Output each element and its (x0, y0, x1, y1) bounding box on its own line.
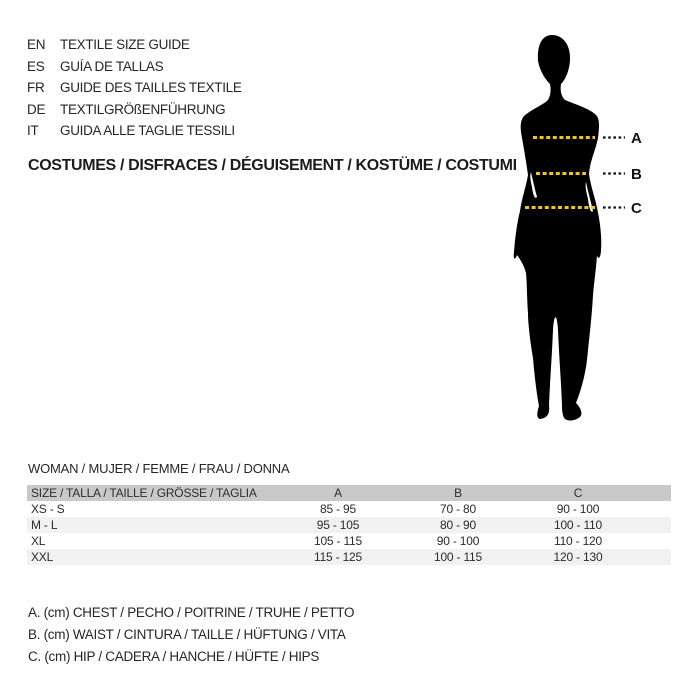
table-row (27, 533, 671, 549)
language-code: EN (27, 37, 46, 52)
category-title: COSTUMES / DISFRACES / DÉGUISEMENT / KOSTÜME / COSTUMI (28, 157, 517, 174)
language-row-de (27, 99, 242, 121)
marker-label-a: A (631, 130, 642, 147)
table-header-row (27, 485, 671, 501)
row-c: 100 - 110 (553, 518, 603, 532)
header-col-b: B (454, 486, 462, 500)
row-filler (638, 517, 671, 533)
row-filler (638, 533, 671, 549)
row-filler (638, 549, 671, 565)
legend-waist: B. (cm) WAIST / CINTURA / TAILLE / HÜFTUNG / VITA (28, 627, 346, 642)
table-row (27, 501, 671, 517)
language-row-it (27, 120, 242, 142)
row-c: 90 - 100 (556, 502, 600, 516)
language-row-es (27, 56, 242, 78)
language-code: DE (27, 101, 46, 117)
row-filler (638, 501, 671, 517)
row-b: 100 - 115 (433, 550, 483, 564)
woman-silhouette (514, 35, 602, 421)
row-a: 115 - 125 (313, 550, 363, 564)
row-b: 80 - 90 (440, 518, 476, 532)
language-row-fr (27, 77, 242, 99)
row-a: 95 - 105 (316, 518, 360, 532)
language-label: GUIDE DES TAILLES TEXTILE (60, 80, 242, 96)
header-filler (638, 485, 671, 501)
language-row-en (27, 34, 242, 56)
row-size: XS - S (31, 502, 65, 516)
language-code: FR (27, 80, 45, 96)
row-b: 90 - 100 (436, 534, 480, 548)
header-col-c: C (573, 486, 583, 500)
language-label: GUIDA ALLE TAGLIE TESSILI (60, 123, 235, 139)
row-c: 120 - 130 (553, 550, 603, 564)
measurement-figure (470, 25, 660, 435)
row-a: 85 - 95 (320, 502, 356, 516)
language-list (27, 34, 242, 142)
row-size: M - L (31, 518, 58, 532)
language-code: IT (27, 123, 39, 139)
header-col-a: A (334, 486, 342, 500)
language-label: TEXTILE SIZE GUIDE (60, 37, 190, 52)
legend-chest: A. (cm) CHEST / PECHO / POITRINE / TRUHE / PETTO (28, 605, 355, 620)
table-row (27, 517, 671, 533)
table-title: WOMAN / MUJER / FEMME / FRAU / DONNA (28, 461, 290, 476)
header-size-label: SIZE / TALLA / TAILLE / GRÖSSE / TAGLIA (31, 486, 257, 500)
row-size: XL (31, 534, 46, 548)
marker-label-b: B (631, 166, 642, 183)
row-c: 110 - 120 (553, 534, 603, 548)
legend-hip: C. (cm) HIP / CADERA / HANCHE / HÜFTE / HIPS (28, 649, 320, 664)
language-label: GUÍA DE TALLAS (60, 58, 164, 74)
table-row (27, 549, 671, 565)
marker-label-c: C (631, 200, 642, 217)
row-a: 105 - 115 (313, 534, 363, 548)
language-label: TEXTILGRÖßENFÜHRUNG (60, 101, 226, 117)
row-b: 70 - 80 (440, 502, 476, 516)
woman-silhouette-figure (470, 25, 660, 435)
language-code: ES (27, 58, 45, 74)
measurement-legend (28, 602, 354, 668)
size-table (27, 485, 671, 565)
row-size: XXL (31, 550, 54, 564)
